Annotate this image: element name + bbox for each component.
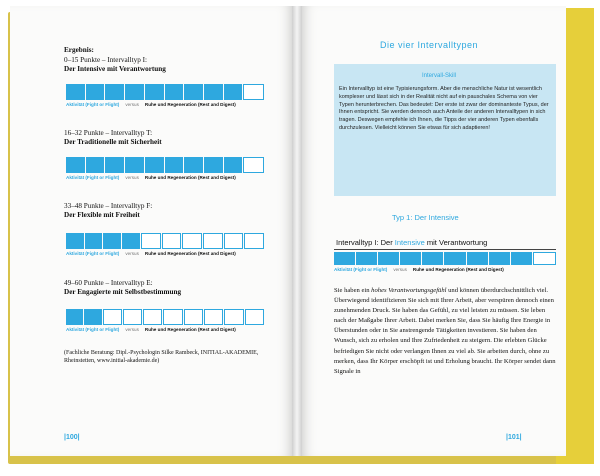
result-type-name: Der Engagierte mit Selbstbestimmung (64, 288, 182, 296)
bar-segment (125, 157, 144, 173)
bar-segment (143, 309, 162, 325)
body-text-italic: hohes Verantwortungsgefühl (371, 287, 447, 294)
bar-segment (533, 252, 556, 265)
bar-segment (66, 84, 85, 100)
bar-segment (184, 309, 203, 325)
bar-segment (422, 252, 443, 265)
result-type-name: Der Flexible mit Freiheit (64, 211, 140, 219)
bar-caption (66, 327, 236, 333)
type-heading-highlight: Intensive (394, 238, 425, 247)
bar-caption (66, 251, 236, 257)
body-paragraph (334, 286, 556, 377)
bar-segment (123, 309, 142, 325)
body-text-rest: und können überdurchschnittlich viel. Überwiegend identifizieren Sie sich mit Ihrer Arbeit, aber verspüren dennoch einen zunehmenden Druck. Sie haben das Gefühl, zu viel leisten zu müssen. Sie leben nach der Maßgabe Ihrer Arbeit. Dabei merken Sie, dass Sie häufig Ihre Energie in Überstunden oder in Sie anstrengende Tätigkeiten investieren. Sie haben den Wunsch, sich zu erholen und Ihre Zufriedenheit zu steigern. Die erlebten Glücke befriedigen Sie nicht oder verlangen Ihnen zu viel ab. Sie arbeiten durch, ohne zu merken, dass Ihr Körper erschöpft ist und Erholung braucht. Ihr Körper sendet dann Signale in (334, 287, 556, 375)
caption-activity: Aktivität (Fight or Flight) (66, 175, 120, 180)
result-range: 0–15 Punkte – Intervalltyp I: (64, 56, 148, 64)
bar-caption (66, 175, 236, 181)
bar-segment (224, 157, 243, 173)
bar-caption (334, 267, 504, 273)
caption-rest: Ruhe und Regeneration (Rest and Digest) (144, 102, 236, 107)
bar-segment (122, 233, 140, 249)
skill-box-title: Intervall-Skill (422, 73, 457, 79)
bar-segment (105, 157, 124, 173)
result-bar (66, 309, 264, 325)
chapter-title: Die vier Intervalltypen (380, 40, 479, 50)
bar-segment (224, 233, 244, 249)
bar-segment (85, 233, 103, 249)
caption-rest: Ruhe und Regeneration (Rest and Digest) (144, 175, 236, 180)
bar-segment (243, 157, 264, 173)
result-bar (66, 84, 264, 100)
bar-segment (145, 157, 164, 173)
bar-segment (145, 84, 164, 100)
caption-activity: Aktivität (Fight or Flight) (66, 251, 120, 256)
caption-rest: Ruhe und Regeneration (Rest and Digest) (144, 327, 236, 332)
bar-segment (66, 309, 83, 325)
bar-segment (86, 157, 105, 173)
caption-versus: versus (125, 175, 139, 180)
bar-segment (489, 252, 510, 265)
bar-segment (334, 252, 355, 265)
type-heading-post: mit Verantwortung (424, 238, 488, 247)
skill-box-text: Ein Intervalltyp ist eine Typisierungsform. Aber die menschliche Natur ist wesentlich komplexer und lässt sich in der Realität nicht auf ein pauschales Schema von vier Typen herunterbrechen. Das bedeutet: Der erste ist zwar der dominanteste Typus, der Ihnen entspricht. Sie werden dennoch auch Anteile der anderen Intervalltypen in sich tragen. Deswegen empfehle ich Ihnen, die Tipps der vier anderen Typen ebenfalls durchzulesen. Vielleicht können Sie etwas für sich adaptieren! (339, 86, 549, 131)
bar-segment (103, 233, 121, 249)
page-number-right: |101| (506, 434, 522, 441)
bar-segment (125, 84, 144, 100)
bar-segment (66, 157, 85, 173)
bar-segment (204, 309, 223, 325)
bar-segment (204, 84, 223, 100)
result-range: 33–48 Punkte – Intervalltyp F: (64, 202, 153, 210)
bar-segment (203, 233, 223, 249)
bar-caption (66, 102, 236, 108)
result-bar (66, 157, 264, 173)
bar-segment (224, 309, 243, 325)
bar-segment (141, 233, 161, 249)
footnote: (Fachliche Beratung: Dipl.-Psychologin Silke Rambeck, INITIAL-AKADEMIE, Rheinstetten, www.initial-akademie.de) (64, 350, 259, 364)
caption-versus: versus (125, 327, 139, 332)
bar-segment (378, 252, 399, 265)
caption-rest: Ruhe und Regeneration (Rest and Digest) (144, 251, 236, 256)
caption-versus: versus (393, 267, 407, 272)
bar-segment (66, 233, 84, 249)
bar-segment (105, 84, 124, 100)
caption-versus: versus (125, 251, 139, 256)
bar-segment (511, 252, 532, 265)
bar-segment (86, 84, 105, 100)
bar-segment (163, 309, 182, 325)
bar-segment (162, 233, 182, 249)
bar-segment (165, 84, 184, 100)
bar-segment (103, 309, 122, 325)
caption-activity: Aktivität (Fight or Flight) (66, 102, 120, 107)
bar-segment (243, 84, 264, 100)
bar-segment (444, 252, 465, 265)
bar-segment (184, 84, 203, 100)
book-gutter (292, 6, 302, 456)
bar-segment (244, 233, 264, 249)
type-heading-pre: Intervalltyp I: Der (336, 238, 395, 247)
bar-segment (84, 309, 101, 325)
result-heading: Ergebnis: (64, 46, 94, 54)
type-heading (336, 238, 487, 247)
result-type-name: Der Traditionelle mit Sicherheit (64, 138, 162, 146)
bar-segment (165, 157, 184, 173)
caption-activity: Aktivität (Fight or Flight) (66, 327, 120, 332)
bar-segment (467, 252, 488, 265)
heading-rule (334, 249, 556, 250)
result-bar (66, 233, 264, 249)
bar-segment (400, 252, 421, 265)
bar-segment (224, 84, 243, 100)
type-bar (334, 252, 556, 265)
caption-rest: Ruhe und Regeneration (Rest and Digest) (412, 267, 504, 272)
body-text-start: Sie haben ein (334, 287, 372, 294)
bar-segment (204, 157, 223, 173)
section-title: Typ 1: Der Intensive (392, 213, 459, 222)
result-range: 16–32 Punkte – Intervalltyp T: (64, 129, 153, 137)
bar-segment (245, 309, 264, 325)
result-range: 49–60 Punkte – Intervalltyp E: (64, 279, 153, 287)
caption-versus: versus (125, 102, 139, 107)
caption-activity: Aktivität (Fight or Flight) (334, 267, 388, 272)
result-type-name: Der Intensive mit Verantwortung (64, 65, 166, 73)
bar-segment (356, 252, 377, 265)
page-number-left: |100| (64, 434, 80, 441)
bar-segment (182, 233, 202, 249)
bar-segment (184, 157, 203, 173)
